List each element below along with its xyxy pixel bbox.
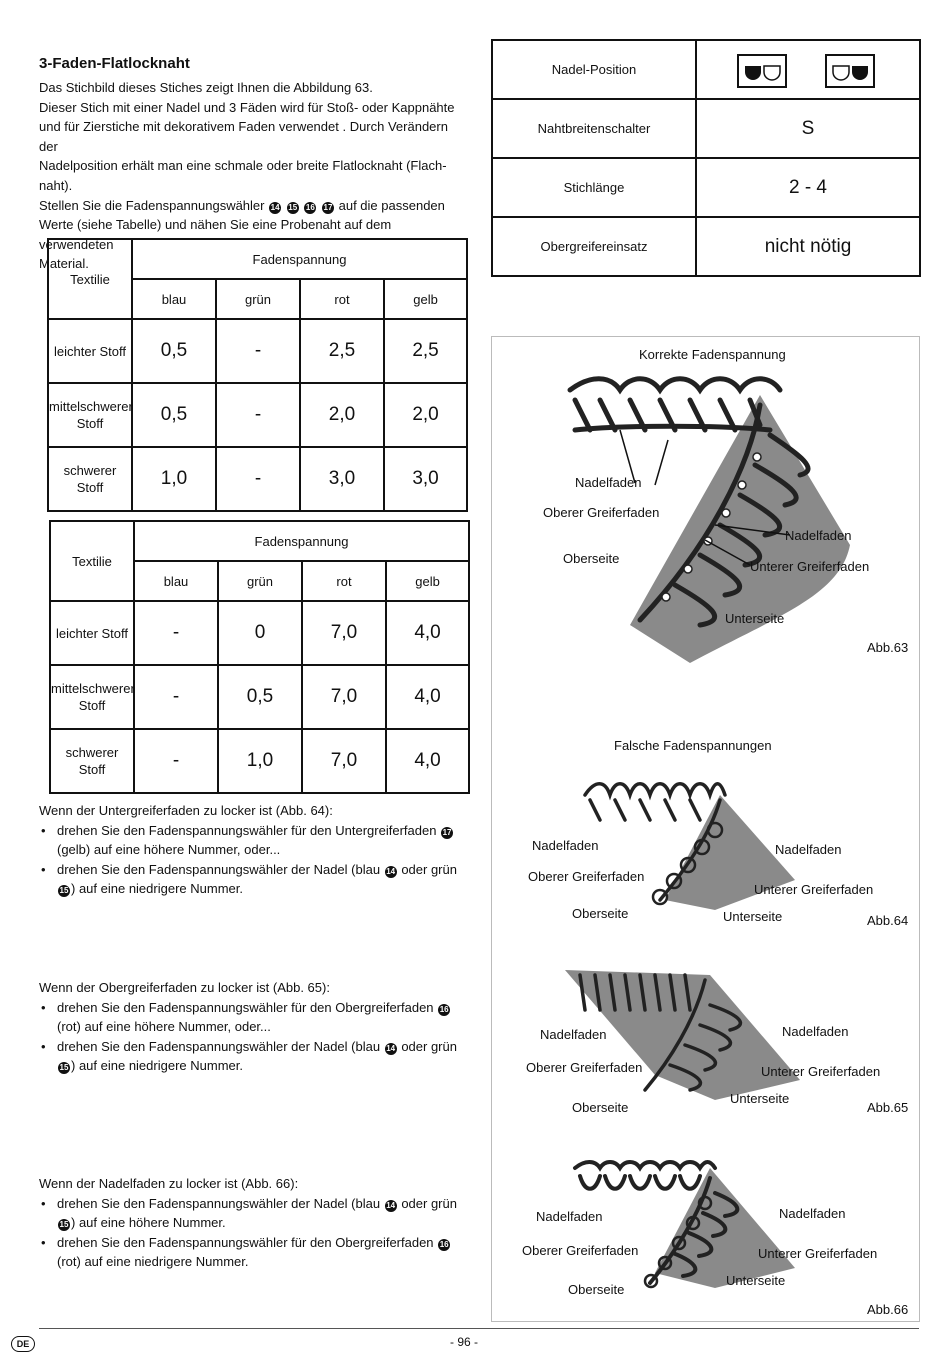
column-header: grün xyxy=(216,279,300,319)
label-nadelfaden: Nadelfaden xyxy=(540,1027,607,1042)
number-badge: 17 xyxy=(323,202,333,212)
page-number: - 96 - xyxy=(450,1335,479,1349)
number-badge: 16 xyxy=(305,202,315,212)
table-row xyxy=(50,601,469,665)
label-unterer-greiferfaden: Unterer Greiferfaden xyxy=(754,882,874,897)
label-unterseite: Unterseite xyxy=(725,611,785,626)
list-item: • drehen Sie den Fadenspannungswähler der Nadel (blau 14 oder grün 15 ) auf eine niedrigere Nummer. xyxy=(39,1037,479,1076)
header-fadenspannung: Fadenspannung xyxy=(134,521,469,561)
list-item: • drehen Sie den Fadenspannungswähler für den Obergreiferfaden 16 (rot) auf eine höhere Nummer, oder... xyxy=(39,998,479,1037)
label-oberseite: Oberseite xyxy=(572,906,629,921)
label-oberer-greiferfaden: Oberer Greiferfaden xyxy=(526,1060,643,1075)
list-item: • drehen Sie den Fadenspannungswähler für den Obergreiferfaden 16 (rot) auf eine niedrigere Nummer. xyxy=(39,1233,479,1272)
header-textilie: Textilie xyxy=(48,239,132,319)
table-row xyxy=(48,383,467,447)
tension-table-2 xyxy=(49,520,470,794)
label-oberseite: Oberseite xyxy=(568,1282,625,1297)
column-header: grün xyxy=(218,561,302,601)
header-textilie: Textilie xyxy=(50,521,134,601)
instruction-line: Stellen Sie die Fadenspannungswähler 14 15 16 17 auf die passenden xyxy=(39,197,445,213)
label-nadelfaden: Nadelfaden xyxy=(779,1206,846,1221)
column-header: gelb xyxy=(386,561,469,601)
settings-table xyxy=(491,39,921,277)
label-unterer-greiferfaden: Unterer Greiferfaden xyxy=(758,1246,878,1261)
label-nadelfaden: Nadelfaden xyxy=(575,475,642,490)
label-nadelfaden: Nadelfaden xyxy=(775,842,842,857)
intro-paragraph: Das Stichbild dieses Stiches zeigt Ihnen die Abbildung 63. Dieser Stich mit einer Nadel und 3 Fäden wird für Stoß- oder Kappnähte und für Zierstiche mit dekorativem Faden verwendet . Durch Verändern der Nadelposition erhält man eine schmale oder breite Flatlocknaht (Flach- naht). Stellen Sie die Fadenspannungswähler 14 15 16 17 auf die passenden Werte (siehe Tabelle) und nähen Sie eine Probenaht auf dem verwendeten Material. xyxy=(39,78,469,274)
settings-value: 2 - 4 xyxy=(696,158,920,217)
column-header: rot xyxy=(300,279,384,319)
row-label: schwerer Stoff xyxy=(50,729,134,793)
label-unterseite: Unterseite xyxy=(730,1091,790,1106)
label-oberer-greiferfaden: Oberer Greiferfaden xyxy=(543,505,660,520)
stitch-illustration-correct xyxy=(560,375,860,665)
language-badge: DE xyxy=(11,1336,35,1352)
table-row xyxy=(48,319,467,383)
section-heading: Wenn der Nadelfaden zu locker ist (Abb. 66): xyxy=(39,1176,299,1191)
row-label: mittelschwerer Stoff xyxy=(50,665,134,729)
table-cell: 2,0 xyxy=(300,383,384,447)
label-unterseite: Unterseite xyxy=(723,909,783,924)
settings-label: Stichlänge xyxy=(492,158,696,217)
table-cell: 2,5 xyxy=(384,319,467,383)
table-cell: 1,0 xyxy=(218,729,302,793)
row-label: mittelschwerer Stoff xyxy=(48,383,132,447)
table-cell: 4,0 xyxy=(386,729,469,793)
table-cell: - xyxy=(134,601,218,665)
label-nadelfaden: Nadelfaden xyxy=(536,1209,603,1224)
list-item: • drehen Sie den Fadenspannungswähler für den Untergreiferfaden 17 (gelb) auf eine höhere Nummer, oder... xyxy=(39,821,479,860)
table-cell: 4,0 xyxy=(386,601,469,665)
list-item: • drehen Sie den Fadenspannungswähler der Nadel (blau 14 oder grün 15 ) auf eine höhere Nummer. xyxy=(39,1194,479,1233)
number-badge: 14 xyxy=(270,202,280,212)
figure-number: Abb.63 xyxy=(867,640,909,655)
figure-number: Abb.64 xyxy=(867,913,909,928)
table-cell: 0 xyxy=(218,601,302,665)
table-cell: 2,5 xyxy=(300,319,384,383)
figure-caption: Korrekte Fadenspannung xyxy=(639,347,786,362)
header-fadenspannung: Fadenspannung xyxy=(132,239,467,279)
table-row xyxy=(48,447,467,511)
table-cell: 4,0 xyxy=(386,665,469,729)
footer-divider xyxy=(39,1328,919,1329)
tension-table-1 xyxy=(47,238,468,512)
column-header: rot xyxy=(302,561,386,601)
label-unterer-greiferfaden: Unterer Greiferfaden xyxy=(761,1064,881,1079)
table-row xyxy=(50,665,469,729)
label-oberseite: Oberseite xyxy=(572,1100,629,1115)
label-oberer-greiferfaden: Oberer Greiferfaden xyxy=(522,1243,639,1258)
table-cell: 7,0 xyxy=(302,601,386,665)
settings-value: S xyxy=(696,99,920,158)
column-header: gelb xyxy=(384,279,467,319)
table-cell: 0,5 xyxy=(132,319,216,383)
list-item: • drehen Sie den Fadenspannungswähler der Nadel (blau 14 oder grün 15 ) auf eine niedrigere Nummer. xyxy=(39,860,479,899)
table-cell: - xyxy=(134,665,218,729)
table-row xyxy=(50,729,469,793)
settings-label: Obergreifereinsatz xyxy=(492,217,696,276)
row-label: leichter Stoff xyxy=(48,319,132,383)
section-heading: Wenn der Untergreiferfaden zu locker ist (Abb. 64): xyxy=(39,803,333,818)
troubleshooting-needle xyxy=(39,1174,479,1272)
label-nadelfaden: Nadelfaden xyxy=(532,838,599,853)
table-cell: - xyxy=(134,729,218,793)
settings-label: Nadel-Position xyxy=(492,40,696,99)
section-heading: Wenn der Obergreiferfaden zu locker ist (Abb. 65): xyxy=(39,980,330,995)
troubleshooting-upper-looper xyxy=(39,978,479,1076)
troubleshooting-lower-looper xyxy=(39,801,479,899)
row-label: schwerer Stoff xyxy=(48,447,132,511)
label-unterer-greiferfaden: Unterer Greiferfaden xyxy=(750,559,870,574)
table-cell: 2,0 xyxy=(384,383,467,447)
table-cell: 3,0 xyxy=(384,447,467,511)
table-cell: 7,0 xyxy=(302,729,386,793)
table-cell: 0,5 xyxy=(132,383,216,447)
column-header: blau xyxy=(134,561,218,601)
table-cell: - xyxy=(216,383,300,447)
needle-position-icons xyxy=(696,40,920,99)
figure-caption: Falsche Fadenspannungen xyxy=(614,738,772,753)
label-nadelfaden: Nadelfaden xyxy=(785,528,852,543)
label-nadelfaden: Nadelfaden xyxy=(782,1024,849,1039)
label-oberseite: Oberseite xyxy=(563,551,620,566)
table-cell: 0,5 xyxy=(218,665,302,729)
table-cell: - xyxy=(216,319,300,383)
row-label: leichter Stoff xyxy=(50,601,134,665)
table-cell: - xyxy=(216,447,300,511)
figure-number: Abb.65 xyxy=(867,1100,909,1115)
table-cell: 1,0 xyxy=(132,447,216,511)
number-badge: 15 xyxy=(288,202,298,212)
page-title: 3-Faden-Flatlocknaht xyxy=(39,55,190,72)
label-unterseite: Unterseite xyxy=(726,1273,786,1288)
column-header: blau xyxy=(132,279,216,319)
figure-number: Abb.66 xyxy=(867,1302,909,1317)
needle-position-left-icon xyxy=(718,50,898,90)
settings-value: nicht nötig xyxy=(696,217,920,276)
table-cell: 3,0 xyxy=(300,447,384,511)
label-oberer-greiferfaden: Oberer Greiferfaden xyxy=(528,869,645,884)
table-cell: 7,0 xyxy=(302,665,386,729)
settings-label: Nahtbreitenschalter xyxy=(492,99,696,158)
